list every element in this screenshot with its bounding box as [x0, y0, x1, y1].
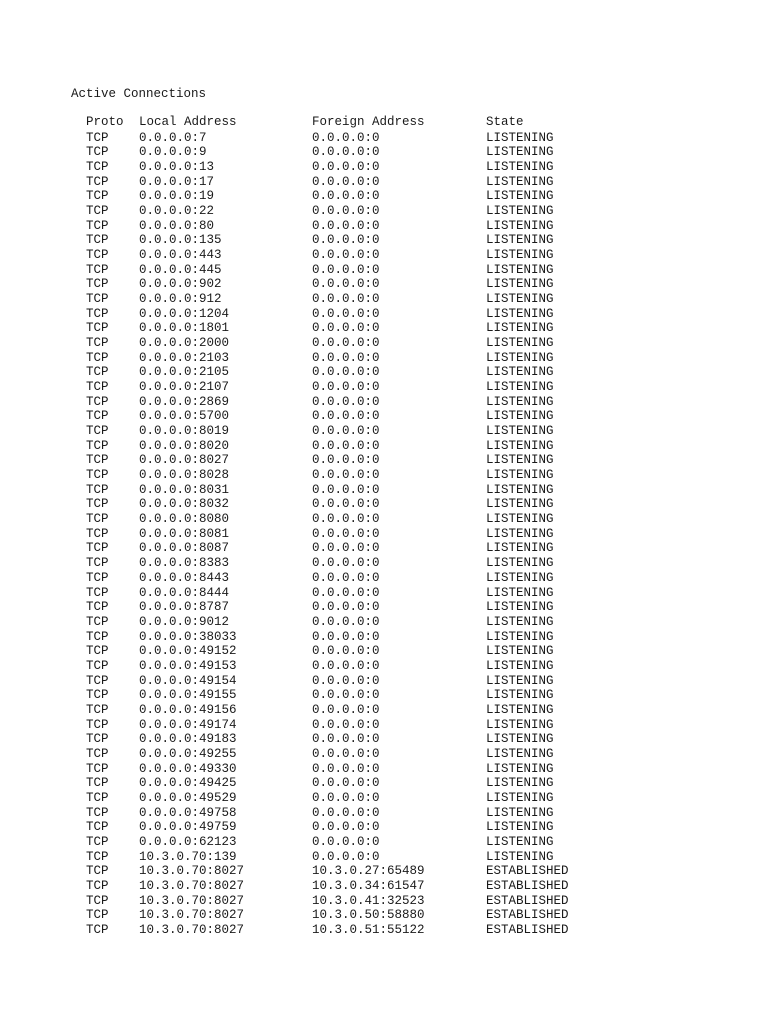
cell-state: LISTENING: [486, 688, 554, 703]
cell-local-address: 0.0.0.0:8081: [139, 526, 230, 541]
cell-local-address: 0.0.0.0:2105: [139, 365, 230, 380]
cell-local-address: 0.0.0.0:49155: [139, 688, 237, 703]
cell-local-address: 0.0.0.0:8020: [139, 438, 230, 453]
cell-proto: TCP: [86, 570, 109, 585]
cell-state: LISTENING: [486, 394, 554, 409]
cell-proto: TCP: [86, 864, 109, 879]
table-header: [86, 115, 606, 130]
cell-local-address: 0.0.0.0:7: [139, 130, 207, 145]
cell-local-address: 0.0.0.0:49425: [139, 776, 237, 791]
cell-local-address: 0.0.0.0:2103: [139, 350, 230, 365]
cell-proto: TCP: [86, 644, 109, 659]
table-row: [86, 512, 606, 527]
cell-proto: TCP: [86, 262, 109, 277]
table-row: [86, 541, 606, 556]
cell-foreign-address: 10.3.0.34:61547: [312, 878, 425, 893]
table-row: [86, 806, 606, 821]
cell-proto: TCP: [86, 805, 109, 820]
cell-proto: TCP: [86, 702, 109, 717]
cell-foreign-address: 0.0.0.0:0: [312, 658, 380, 673]
cell-state: LISTENING: [486, 834, 554, 849]
cell-local-address: 0.0.0.0:902: [139, 277, 222, 292]
cell-proto: TCP: [86, 145, 109, 160]
cell-local-address: 0.0.0.0:8027: [139, 453, 230, 468]
cell-state: ESTABLISHED: [486, 908, 569, 923]
cell-state: LISTENING: [486, 541, 554, 556]
cell-proto: TCP: [86, 380, 109, 395]
cell-local-address: 0.0.0.0:445: [139, 262, 222, 277]
table-row: [86, 747, 606, 762]
cell-proto: TCP: [86, 820, 109, 835]
table-row: [86, 145, 606, 160]
cell-proto: TCP: [86, 746, 109, 761]
cell-proto: TCP: [86, 732, 109, 747]
cell-state: ESTABLISHED: [486, 878, 569, 893]
table-row: [86, 556, 606, 571]
cell-foreign-address: 0.0.0.0:0: [312, 820, 380, 835]
cell-foreign-address: 0.0.0.0:0: [312, 556, 380, 571]
header-local-address: Local Address: [139, 115, 237, 129]
cell-state: LISTENING: [486, 409, 554, 424]
cell-state: LISTENING: [486, 761, 554, 776]
table-row: [86, 409, 606, 424]
cell-state: ESTABLISHED: [486, 922, 569, 937]
cell-local-address: 0.0.0.0:38033: [139, 629, 237, 644]
cell-state: LISTENING: [486, 350, 554, 365]
cell-proto: TCP: [86, 218, 109, 233]
cell-state: ESTABLISHED: [486, 893, 569, 908]
table-row: [86, 659, 606, 674]
cell-local-address: 0.0.0.0:49529: [139, 790, 237, 805]
cell-proto: TCP: [86, 526, 109, 541]
cell-foreign-address: 0.0.0.0:0: [312, 644, 380, 659]
cell-local-address: 0.0.0.0:49758: [139, 805, 237, 820]
cell-state: LISTENING: [486, 644, 554, 659]
cell-state: LISTENING: [486, 820, 554, 835]
table-row: [86, 732, 606, 747]
table-row: [86, 468, 606, 483]
cell-foreign-address: 10.3.0.51:55122: [312, 922, 425, 937]
cell-state: LISTENING: [486, 248, 554, 263]
cell-state: LISTENING: [486, 277, 554, 292]
cell-proto: TCP: [86, 248, 109, 263]
table-row: [86, 248, 606, 263]
table-row: [86, 292, 606, 307]
cell-proto: TCP: [86, 482, 109, 497]
cell-local-address: 0.0.0.0:8787: [139, 600, 230, 615]
cell-local-address: 0.0.0.0:8019: [139, 424, 230, 439]
cell-foreign-address: 0.0.0.0:0: [312, 673, 380, 688]
cell-state: LISTENING: [486, 717, 554, 732]
cell-state: LISTENING: [486, 262, 554, 277]
cell-proto: TCP: [86, 365, 109, 380]
table-row: [86, 307, 606, 322]
table-row: [86, 850, 606, 865]
cell-local-address: 0.0.0.0:8087: [139, 541, 230, 556]
cell-foreign-address: 0.0.0.0:0: [312, 145, 380, 160]
cell-local-address: 0.0.0.0:49174: [139, 717, 237, 732]
cell-local-address: 0.0.0.0:49183: [139, 732, 237, 747]
cell-foreign-address: 0.0.0.0:0: [312, 292, 380, 307]
cell-proto: TCP: [86, 849, 109, 864]
table-row: [86, 204, 606, 219]
table-row: [86, 395, 606, 410]
cell-state: LISTENING: [486, 453, 554, 468]
cell-proto: TCP: [86, 629, 109, 644]
cell-state: LISTENING: [486, 130, 554, 145]
cell-state: LISTENING: [486, 556, 554, 571]
cell-foreign-address: 0.0.0.0:0: [312, 321, 380, 336]
table-row: [86, 233, 606, 248]
cell-proto: TCP: [86, 468, 109, 483]
header-foreign-address: Foreign Address: [312, 115, 425, 129]
cell-state: LISTENING: [486, 365, 554, 380]
cell-state: LISTENING: [486, 526, 554, 541]
cell-proto: TCP: [86, 394, 109, 409]
cell-foreign-address: 0.0.0.0:0: [312, 277, 380, 292]
cell-foreign-address: 0.0.0.0:0: [312, 336, 380, 351]
cell-local-address: 0.0.0.0:5700: [139, 409, 230, 424]
table-row: [86, 864, 606, 879]
cell-proto: TCP: [86, 409, 109, 424]
table-row: [86, 263, 606, 278]
table-row: [86, 380, 606, 395]
table-row: [86, 497, 606, 512]
cell-proto: TCP: [86, 790, 109, 805]
cell-proto: TCP: [86, 350, 109, 365]
cell-state: LISTENING: [486, 805, 554, 820]
cell-local-address: 0.0.0.0:49330: [139, 761, 237, 776]
table-row: [86, 321, 606, 336]
cell-local-address: 0.0.0.0:8028: [139, 468, 230, 483]
cell-local-address: 0.0.0.0:49156: [139, 702, 237, 717]
cell-local-address: 0.0.0.0:912: [139, 292, 222, 307]
cell-state: LISTENING: [486, 600, 554, 615]
cell-proto: TCP: [86, 878, 109, 893]
cell-state: LISTENING: [486, 306, 554, 321]
cell-foreign-address: 0.0.0.0:0: [312, 218, 380, 233]
cell-local-address: 0.0.0.0:2107: [139, 380, 230, 395]
cell-proto: TCP: [86, 189, 109, 204]
cell-state: LISTENING: [486, 380, 554, 395]
cell-proto: TCP: [86, 893, 109, 908]
cell-proto: TCP: [86, 174, 109, 189]
cell-local-address: 0.0.0.0:2000: [139, 336, 230, 351]
cell-proto: TCP: [86, 292, 109, 307]
cell-foreign-address: 0.0.0.0:0: [312, 702, 380, 717]
cell-proto: TCP: [86, 321, 109, 336]
cell-state: LISTENING: [486, 629, 554, 644]
cell-proto: TCP: [86, 688, 109, 703]
page-title: Active Connections: [71, 87, 207, 101]
header-state: State: [486, 115, 524, 129]
cell-proto: TCP: [86, 600, 109, 615]
cell-foreign-address: 0.0.0.0:0: [312, 233, 380, 248]
cell-proto: TCP: [86, 424, 109, 439]
table-row: [86, 879, 606, 894]
cell-state: LISTENING: [486, 746, 554, 761]
cell-local-address: 0.0.0.0:9: [139, 145, 207, 160]
table-row: [86, 820, 606, 835]
cell-local-address: 0.0.0.0:8444: [139, 585, 230, 600]
cell-state: LISTENING: [486, 438, 554, 453]
cell-state: LISTENING: [486, 776, 554, 791]
table-row: [86, 718, 606, 733]
table-row: [86, 791, 606, 806]
cell-local-address: 0.0.0.0:49255: [139, 746, 237, 761]
cell-foreign-address: 0.0.0.0:0: [312, 600, 380, 615]
table-row: [86, 762, 606, 777]
cell-foreign-address: 0.0.0.0:0: [312, 350, 380, 365]
cell-foreign-address: 0.0.0.0:0: [312, 306, 380, 321]
cell-local-address: 0.0.0.0:8443: [139, 570, 230, 585]
cell-foreign-address: 0.0.0.0:0: [312, 541, 380, 556]
cell-foreign-address: 0.0.0.0:0: [312, 130, 380, 145]
cell-local-address: 0.0.0.0:49759: [139, 820, 237, 835]
cell-local-address: 10.3.0.70:139: [139, 849, 237, 864]
cell-proto: TCP: [86, 761, 109, 776]
table-row: [86, 600, 606, 615]
cell-state: ESTABLISHED: [486, 864, 569, 879]
table-row: [86, 674, 606, 689]
cell-foreign-address: 0.0.0.0:0: [312, 570, 380, 585]
cell-foreign-address: 0.0.0.0:0: [312, 174, 380, 189]
cell-foreign-address: 0.0.0.0:0: [312, 776, 380, 791]
table-row: [86, 894, 606, 909]
table-row: [86, 615, 606, 630]
table-row: [86, 571, 606, 586]
cell-foreign-address: 0.0.0.0:0: [312, 688, 380, 703]
cell-proto: TCP: [86, 541, 109, 556]
cell-foreign-address: 0.0.0.0:0: [312, 409, 380, 424]
cell-proto: TCP: [86, 673, 109, 688]
cell-foreign-address: 0.0.0.0:0: [312, 482, 380, 497]
cell-local-address: 10.3.0.70:8027: [139, 878, 245, 893]
cell-state: LISTENING: [486, 512, 554, 527]
cell-state: LISTENING: [486, 468, 554, 483]
cell-local-address: 0.0.0.0:80: [139, 218, 215, 233]
cell-local-address: 0.0.0.0:1801: [139, 321, 230, 336]
cell-foreign-address: 0.0.0.0:0: [312, 585, 380, 600]
cell-foreign-address: 0.0.0.0:0: [312, 805, 380, 820]
cell-state: LISTENING: [486, 233, 554, 248]
cell-proto: TCP: [86, 438, 109, 453]
cell-local-address: 0.0.0.0:8032: [139, 497, 230, 512]
cell-proto: TCP: [86, 614, 109, 629]
cell-state: LISTENING: [486, 673, 554, 688]
cell-foreign-address: 0.0.0.0:0: [312, 834, 380, 849]
table-row: [86, 219, 606, 234]
cell-local-address: 0.0.0.0:17: [139, 174, 215, 189]
table-row: [86, 527, 606, 542]
table-row: [86, 131, 606, 146]
cell-local-address: 0.0.0.0:49154: [139, 673, 237, 688]
header-proto: Proto: [86, 115, 124, 129]
cell-local-address: 10.3.0.70:8027: [139, 864, 245, 879]
cell-state: LISTENING: [486, 189, 554, 204]
table-row: [86, 483, 606, 498]
cell-proto: TCP: [86, 277, 109, 292]
cell-foreign-address: 0.0.0.0:0: [312, 468, 380, 483]
cell-foreign-address: 10.3.0.50:58880: [312, 908, 425, 923]
cell-proto: TCP: [86, 497, 109, 512]
table-row: [86, 189, 606, 204]
cell-state: LISTENING: [486, 292, 554, 307]
cell-foreign-address: 0.0.0.0:0: [312, 761, 380, 776]
cell-local-address: 0.0.0.0:9012: [139, 614, 230, 629]
cell-local-address: 0.0.0.0:2869: [139, 394, 230, 409]
cell-foreign-address: 10.3.0.41:32523: [312, 893, 425, 908]
cell-local-address: 0.0.0.0:135: [139, 233, 222, 248]
cell-proto: TCP: [86, 834, 109, 849]
cell-proto: TCP: [86, 717, 109, 732]
cell-foreign-address: 0.0.0.0:0: [312, 849, 380, 864]
cell-local-address: 0.0.0.0:1204: [139, 306, 230, 321]
cell-local-address: 0.0.0.0:49153: [139, 658, 237, 673]
cell-foreign-address: 0.0.0.0:0: [312, 614, 380, 629]
table-row: [86, 776, 606, 791]
table-body: [86, 131, 606, 938]
cell-proto: TCP: [86, 585, 109, 600]
cell-state: LISTENING: [486, 218, 554, 233]
table-row: [86, 586, 606, 601]
cell-foreign-address: 10.3.0.27:65489: [312, 864, 425, 879]
cell-state: LISTENING: [486, 702, 554, 717]
cell-proto: TCP: [86, 776, 109, 791]
cell-proto: TCP: [86, 306, 109, 321]
table-row: [86, 630, 606, 645]
cell-foreign-address: 0.0.0.0:0: [312, 746, 380, 761]
cell-state: LISTENING: [486, 570, 554, 585]
cell-state: LISTENING: [486, 174, 554, 189]
table-row: [86, 644, 606, 659]
cell-foreign-address: 0.0.0.0:0: [312, 365, 380, 380]
cell-proto: TCP: [86, 233, 109, 248]
cell-proto: TCP: [86, 658, 109, 673]
cell-local-address: 10.3.0.70:8027: [139, 908, 245, 923]
cell-state: LISTENING: [486, 321, 554, 336]
cell-local-address: 0.0.0.0:49152: [139, 644, 237, 659]
table-row: [86, 160, 606, 175]
cell-proto: TCP: [86, 922, 109, 937]
cell-foreign-address: 0.0.0.0:0: [312, 160, 380, 175]
table-row: [86, 336, 606, 351]
cell-foreign-address: 0.0.0.0:0: [312, 248, 380, 263]
cell-foreign-address: 0.0.0.0:0: [312, 629, 380, 644]
cell-state: LISTENING: [486, 497, 554, 512]
cell-foreign-address: 0.0.0.0:0: [312, 189, 380, 204]
cell-state: LISTENING: [486, 160, 554, 175]
cell-proto: TCP: [86, 453, 109, 468]
cell-foreign-address: 0.0.0.0:0: [312, 380, 380, 395]
cell-proto: TCP: [86, 908, 109, 923]
table-row: [86, 439, 606, 454]
table-row: [86, 703, 606, 718]
cell-foreign-address: 0.0.0.0:0: [312, 512, 380, 527]
cell-foreign-address: 0.0.0.0:0: [312, 526, 380, 541]
cell-proto: TCP: [86, 160, 109, 175]
table-row: [86, 365, 606, 380]
table-row: [86, 923, 606, 938]
cell-state: LISTENING: [486, 585, 554, 600]
table-row: [86, 453, 606, 468]
table-row: [86, 908, 606, 923]
table-row: [86, 835, 606, 850]
cell-foreign-address: 0.0.0.0:0: [312, 790, 380, 805]
cell-proto: TCP: [86, 204, 109, 219]
cell-local-address: 0.0.0.0:13: [139, 160, 215, 175]
cell-state: LISTENING: [486, 658, 554, 673]
cell-local-address: 0.0.0.0:19: [139, 189, 215, 204]
cell-state: LISTENING: [486, 204, 554, 219]
table-row: [86, 351, 606, 366]
cell-proto: TCP: [86, 336, 109, 351]
cell-local-address: 0.0.0.0:62123: [139, 834, 237, 849]
cell-state: LISTENING: [486, 424, 554, 439]
cell-state: LISTENING: [486, 732, 554, 747]
cell-state: LISTENING: [486, 482, 554, 497]
cell-foreign-address: 0.0.0.0:0: [312, 204, 380, 219]
cell-foreign-address: 0.0.0.0:0: [312, 717, 380, 732]
cell-local-address: 0.0.0.0:22: [139, 204, 215, 219]
cell-foreign-address: 0.0.0.0:0: [312, 438, 380, 453]
cell-local-address: 0.0.0.0:8031: [139, 482, 230, 497]
table-row: [86, 277, 606, 292]
connections-table: [86, 115, 606, 938]
table-row: [86, 424, 606, 439]
table-row: [86, 175, 606, 190]
cell-proto: TCP: [86, 130, 109, 145]
cell-state: LISTENING: [486, 849, 554, 864]
cell-local-address: 10.3.0.70:8027: [139, 893, 245, 908]
cell-local-address: 10.3.0.70:8027: [139, 922, 245, 937]
cell-foreign-address: 0.0.0.0:0: [312, 453, 380, 468]
cell-state: LISTENING: [486, 790, 554, 805]
table-row: [86, 688, 606, 703]
cell-local-address: 0.0.0.0:8383: [139, 556, 230, 571]
cell-proto: TCP: [86, 556, 109, 571]
cell-local-address: 0.0.0.0:8080: [139, 512, 230, 527]
cell-state: LISTENING: [486, 145, 554, 160]
cell-foreign-address: 0.0.0.0:0: [312, 497, 380, 512]
cell-state: LISTENING: [486, 614, 554, 629]
cell-foreign-address: 0.0.0.0:0: [312, 732, 380, 747]
cell-proto: TCP: [86, 512, 109, 527]
cell-foreign-address: 0.0.0.0:0: [312, 262, 380, 277]
cell-foreign-address: 0.0.0.0:0: [312, 394, 380, 409]
cell-foreign-address: 0.0.0.0:0: [312, 424, 380, 439]
cell-state: LISTENING: [486, 336, 554, 351]
cell-local-address: 0.0.0.0:443: [139, 248, 222, 263]
